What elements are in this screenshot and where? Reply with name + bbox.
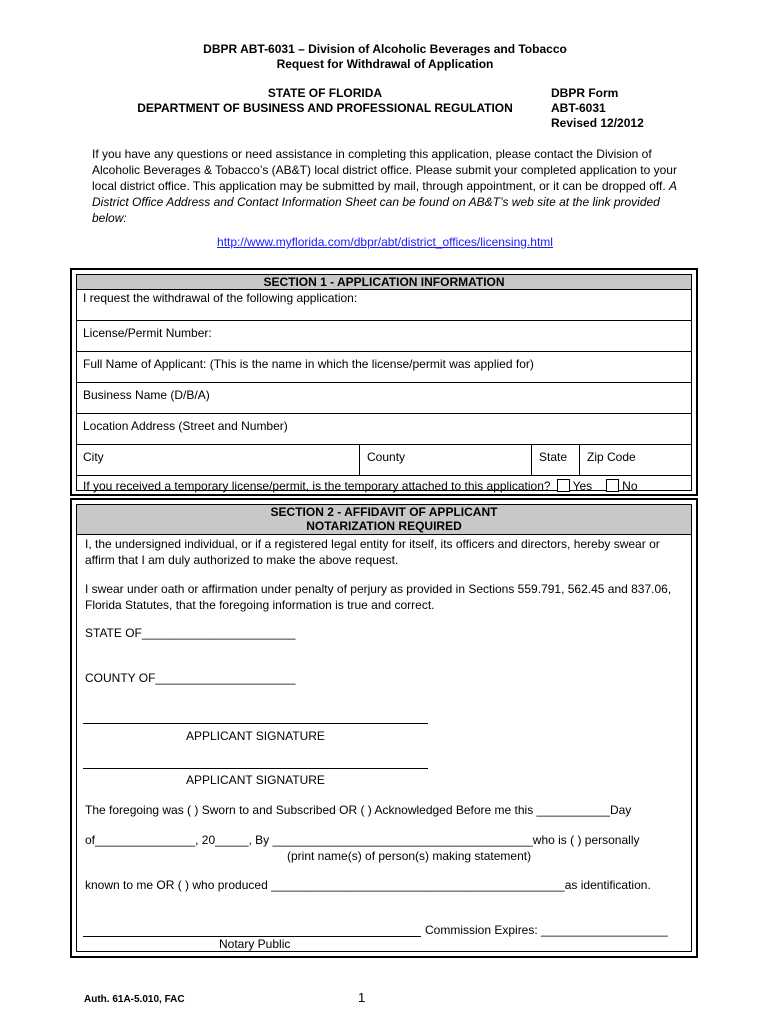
section2-title-line2: NOTARIZATION REQUIRED	[306, 519, 462, 533]
temporary-question-text: If you received a temporary license/permit, is the temporary attached to this application?	[83, 479, 551, 493]
business-name-field[interactable]	[77, 382, 691, 414]
department-heading: DEPARTMENT OF BUSINESS AND PROFESSIONAL REGULATION	[137, 101, 513, 115]
state-heading: STATE OF FLORIDA	[267, 86, 383, 100]
affidavit-paragraph-1: I, the undersigned individual, or if a registered legal entity for itself, its officers and directors, hereby swear or affirm that I am duly authorized to make the above request.	[85, 537, 660, 567]
section2-frame	[70, 498, 698, 958]
of-by-line: of_______________, 20_____, By _______________________________________who is ( ) personally	[85, 833, 640, 847]
affidavit-paragraph-2: I swear under oath or affirmation under penalty of perjury as provided in Sections 559.791, 562.45 and 837.06, Florida Statutes, that the foregoing information is true and correct.	[85, 582, 672, 612]
no-checkbox[interactable]	[606, 479, 619, 492]
form-title: DBPR ABT-6031 – Division of Alcoholic Beverages and Tobacco	[203, 42, 567, 56]
divider	[531, 444, 532, 475]
section1-frame	[70, 268, 698, 496]
page-number: 1	[358, 990, 366, 1005]
form-subtitle: Request for Withdrawal of Application	[276, 57, 494, 71]
applicant-signature-label-2: APPLICANT SIGNATURE	[186, 773, 325, 787]
print-names-caption: (print name(s) of person(s) making statement)	[287, 849, 532, 863]
request-label: I request the withdrawal of the following application:	[83, 291, 358, 305]
business-name-label: Business Name (D/B/A)	[83, 388, 210, 402]
county-label: County	[367, 450, 406, 464]
full-name-field[interactable]	[77, 351, 691, 383]
state-label: State	[539, 450, 568, 464]
full-name-label: Full Name of Applicant: (This is the name in which the license/permit was applied for)	[83, 357, 534, 371]
county-of-field[interactable]: COUNTY OF_____________________	[85, 671, 296, 685]
foregoing-line: The foregoing was ( ) Sworn to and Subscribed OR ( ) Acknowledged Before me this ___________Day	[85, 803, 632, 817]
known-to-me-line: known to me OR ( ) who produced ____________________________________________as identification.	[85, 878, 651, 892]
section2-title-line1: SECTION 2 - AFFIDAVIT OF APPLICANT	[270, 505, 498, 519]
district-offices-link[interactable]: http://www.myflorida.com/dbpr/abt/district_offices/licensing.html	[217, 235, 553, 249]
temporary-permit-question	[83, 479, 638, 493]
temporary-permit-row	[77, 475, 691, 496]
section1-title: SECTION 1 - APPLICATION INFORMATION	[77, 275, 691, 290]
form-number: ABT-6031	[551, 101, 606, 115]
form-label: DBPR Form	[551, 86, 619, 100]
divider	[579, 444, 580, 475]
city-label: City	[83, 450, 104, 464]
license-number-label: License/Permit Number:	[83, 326, 212, 340]
intro-text: If you have any questions or need assistance in completing this application, please contact the Division of Alcoholic Beverages & Tobacco’s (AB&T) local district office. Please submit your completed application to your local district office. This application may be submitted by mail, through appointment, or it can be dropped off.	[92, 147, 677, 193]
no-label: No	[622, 479, 638, 493]
commission-expires: Commission Expires: ___________________	[425, 923, 668, 937]
location-address-field[interactable]	[77, 413, 691, 445]
intro-paragraph	[92, 146, 692, 226]
applicant-signature-label-1: APPLICANT SIGNATURE	[186, 729, 325, 743]
request-row	[77, 290, 691, 321]
notary-public-label: Notary Public	[219, 937, 291, 951]
signature-line-2[interactable]	[83, 768, 428, 769]
section2	[76, 504, 692, 952]
divider	[359, 444, 360, 475]
authority-citation: Auth. 61A-5.010, FAC	[84, 994, 185, 1005]
yes-label: Yes	[572, 479, 593, 493]
section2-title	[77, 505, 691, 535]
city-county-state-zip-row	[77, 444, 691, 476]
license-number-field[interactable]	[77, 320, 691, 352]
form-revised: Revised 12/2012	[551, 116, 644, 130]
intro-italic-text: A District Office Address and Contact Information Sheet can be found on AB&T’s web site at the link provided below:	[92, 179, 677, 225]
signature-line-1[interactable]	[83, 723, 428, 724]
section1	[76, 274, 692, 491]
location-address-label: Location Address (Street and Number)	[83, 419, 288, 433]
yes-checkbox[interactable]	[557, 479, 570, 492]
state-of-field[interactable]: STATE OF_______________________	[85, 626, 296, 640]
zip-label: Zip Code	[587, 450, 636, 464]
